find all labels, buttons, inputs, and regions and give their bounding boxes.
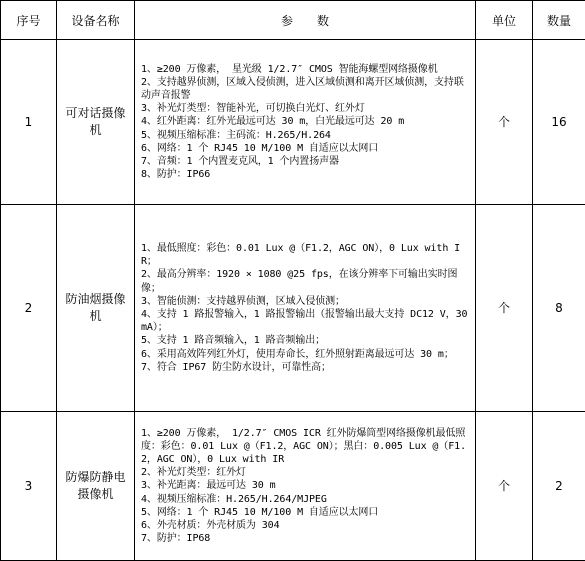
param-line: 1、最低照度：彩色：0.01 Lux @（F1.2，AGC ON），0 Lux with IR； <box>141 242 471 268</box>
table-row <box>1 412 585 561</box>
row-unit: 个 <box>476 205 533 412</box>
param-line: 7、防护：IP68 <box>141 532 471 545</box>
row-seq: 2 <box>1 205 57 412</box>
param-line: 7、音频：1 个内置麦克风，1 个内置扬声器 <box>141 155 471 168</box>
table-row <box>1 205 585 412</box>
param-line: 5、网络：1 个 RJ45 10 M/100 M 自适应以太网口 <box>141 506 471 519</box>
row-qty: 16 <box>533 40 585 205</box>
row-device-name: 防爆防静电摄像机 <box>57 412 135 561</box>
param-line: 6、采用高效阵列红外灯，使用寿命长，红外照射距离最远可达 30 m； <box>141 348 471 361</box>
param-line: 3、补光距离：最远可达 30 m <box>141 479 471 492</box>
param-line: 6、外壳材质：外壳材质为 304 <box>141 519 471 532</box>
param-line: 3、智能侦测：支持越界侦测，区域入侵侦测； <box>141 295 471 308</box>
header-qty: 数量 <box>533 1 585 40</box>
param-line: 6、网络：1 个 RJ45 10 M/100 M 自适应以太网口 <box>141 142 471 155</box>
param-line: 7、符合 IP67 防尘防水设计，可靠性高； <box>141 361 471 374</box>
row-params <box>135 205 476 412</box>
header-seq: 序号 <box>1 1 57 40</box>
row-qty: 8 <box>533 205 585 412</box>
row-device-name: 可对话摄像机 <box>57 40 135 205</box>
row-unit: 个 <box>476 412 533 561</box>
row-seq: 3 <box>1 412 57 561</box>
param-line: 4、支持 1 路报警输入，1 路报警输出（报警输出最大支持 DC12 V，30 mA）； <box>141 308 471 334</box>
row-params <box>135 40 476 205</box>
header-unit: 单位 <box>476 1 533 40</box>
row-params <box>135 412 476 561</box>
row-seq: 1 <box>1 40 57 205</box>
table-header-row <box>1 1 585 40</box>
param-line: 5、支持 1 路音频输入，1 路音频输出； <box>141 334 471 347</box>
param-line: 2、最高分辨率：1920 × 1080 @25 fps，在该分辨率下可输出实时图像； <box>141 268 471 294</box>
row-device-name: 防油烟摄像机 <box>57 205 135 412</box>
header-params: 参 数 <box>135 1 476 40</box>
param-line: 3、补光灯类型：智能补光，可切换白光灯、红外灯 <box>141 102 471 115</box>
param-line: 8、防护：IP66 <box>141 168 471 181</box>
param-line: 1、≥200 万像素， 1/2.7″ CMOS ICR 红外防爆筒型网络摄像机最低照度：彩色：0.01 Lux @（F1.2，AGC ON）；黑白：0.005 Lux @（F1.2，AGC ON），0 Lux with IR <box>141 427 471 467</box>
param-line: 5、视频压缩标准：主码流：H.265/H.264 <box>141 129 471 142</box>
row-unit: 个 <box>476 40 533 205</box>
header-name: 设备名称 <box>57 1 135 40</box>
param-line: 4、视频压缩标准：H.265/H.264/MJPEG <box>141 493 471 506</box>
table-row <box>1 40 585 205</box>
row-qty: 2 <box>533 412 585 561</box>
param-line: 2、补光灯类型：红外灯 <box>141 466 471 479</box>
param-line: 4、红外距离：红外光最远可达 30 m，白光最远可达 20 m <box>141 115 471 128</box>
param-line: 1、≥200 万像素， 星光级 1/2.7″ CMOS 智能海螺型网络摄像机 <box>141 63 471 76</box>
param-line: 2、支持越界侦测，区域入侵侦测，进入区域侦测和离开区域侦测，支持联动声音报警 <box>141 76 471 102</box>
